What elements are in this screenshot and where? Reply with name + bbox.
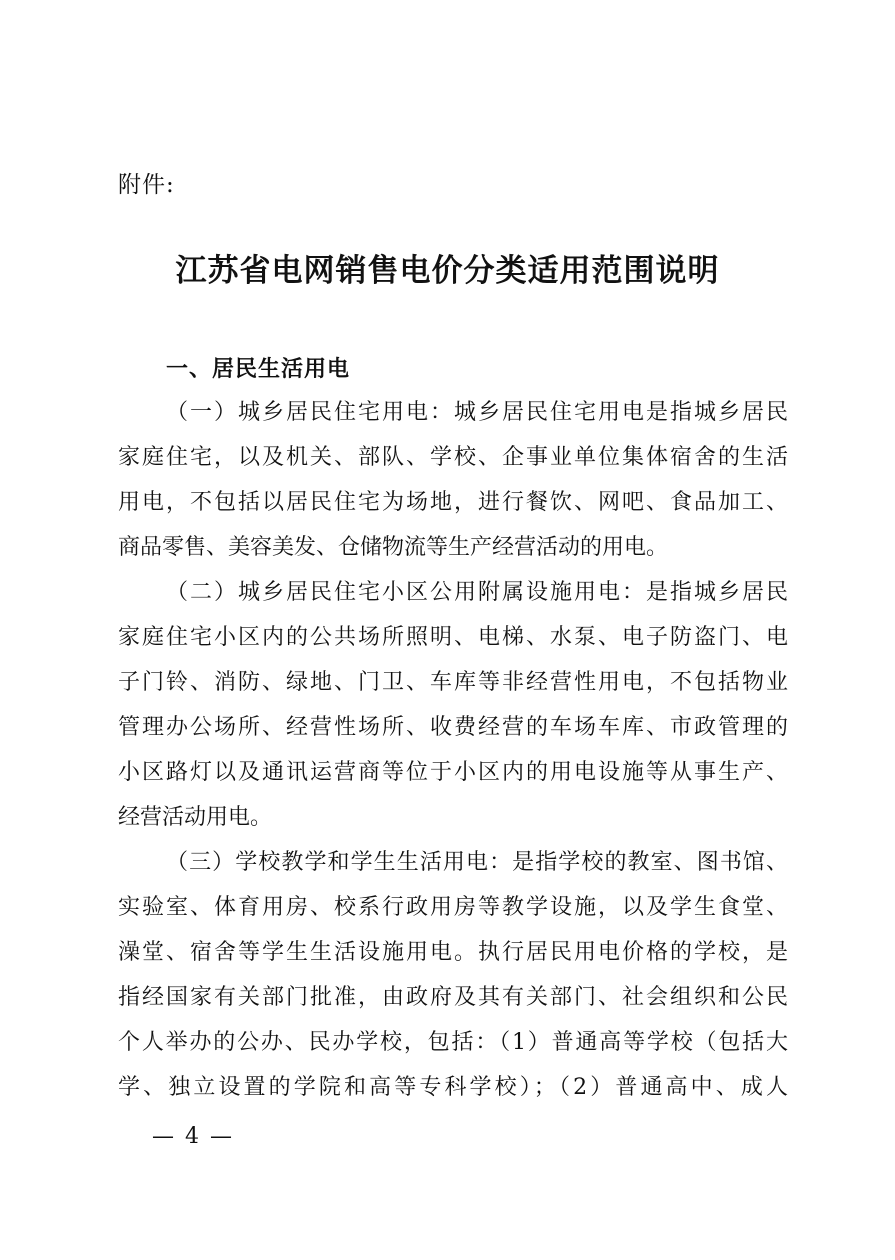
paragraph-line: 管理办公场所、经营性场所、收费经营的车场车库、市政管理的: [118, 715, 788, 740]
paragraph-line: 经营活动用电。: [118, 805, 273, 830]
page-number: — 4 —: [152, 1124, 234, 1149]
paragraph-line: 小区路灯以及通讯运营商等位于小区内的用电设施等从事生产、: [118, 760, 788, 785]
paragraph-line: （二）城乡居民住宅小区公用附属设施用电：是指城乡居民: [166, 580, 788, 605]
paragraph-line: 子门铃、消防、绿地、门卫、车库等非经营性用电，不包括物业: [118, 670, 788, 695]
paragraph-line: 澡堂、宿舍等学生生活设施用电。执行居民用电价格的学校，是: [118, 940, 788, 965]
paragraph-line: 商品零售、美容美发、仓储物流等生产经营活动的用电。: [118, 535, 669, 560]
paragraph-line: 家庭住宅小区内的公共场所照明、电梯、水泵、电子防盗门、电: [118, 625, 788, 650]
attachment-label: 附件:: [118, 172, 175, 198]
paragraph-line: 用电，不包括以居民住宅为场地，进行餐饮、网吧、食品加工、: [118, 490, 788, 515]
document-title: 江苏省电网销售电价分类适用范围说明: [175, 253, 720, 289]
paragraph-line: （三）学校教学和学生生活用电：是指学校的教室、图书馆、: [166, 850, 788, 875]
paragraph-line: 指经国家有关部门批准，由政府及其有关部门、社会组织和公民: [118, 985, 788, 1010]
paragraph-line: 家庭住宅，以及机关、部队、学校、企事业单位集体宿舍的生活: [118, 445, 788, 470]
paragraph-line: 个人举办的公办、民办学校，包括：（1）普通高等学校（包括大: [118, 1030, 788, 1055]
paragraph-line: 实验室、体育用房、校系行政用房等教学设施，以及学生食堂、: [118, 895, 788, 920]
section-heading: 一、居民生活用电: [166, 357, 351, 382]
paragraph-line: （一）城乡居民住宅用电：城乡居民住宅用电是指城乡居民: [166, 400, 788, 425]
paragraph-line: 学、独立设置的学院和高等专科学校）；（2）普通高中、成人: [118, 1075, 788, 1100]
